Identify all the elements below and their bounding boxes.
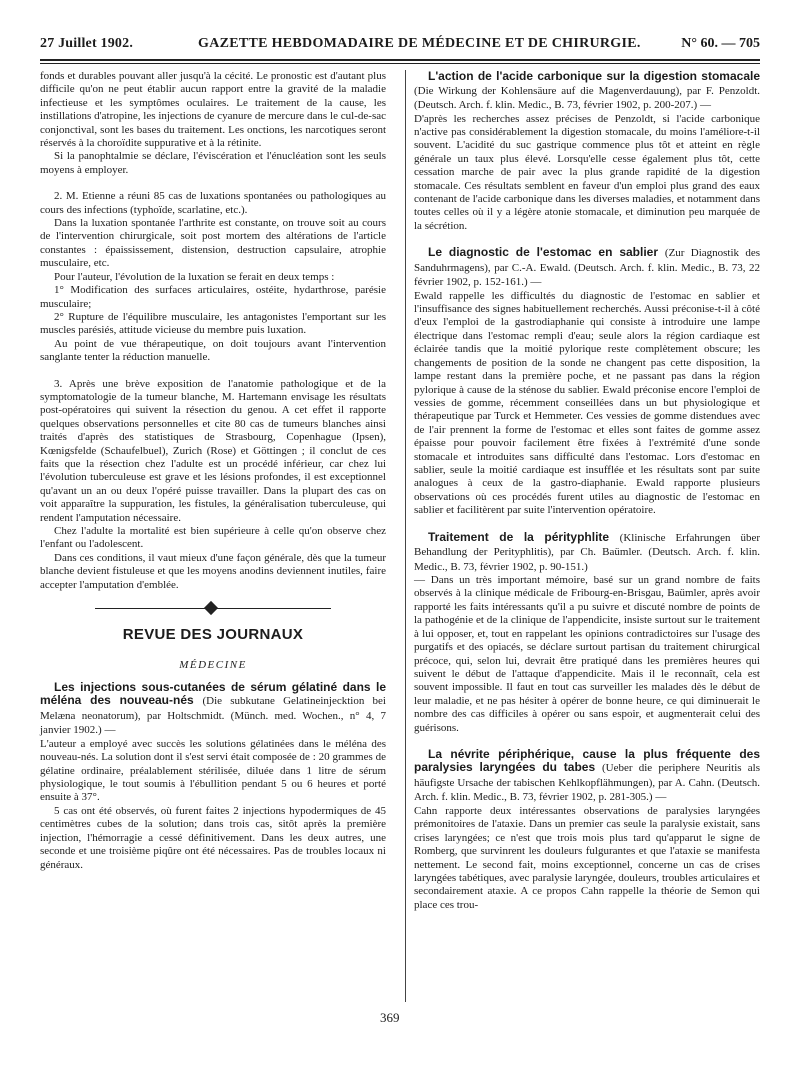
article-reference: (Zur Diagnostik des Sanduhrmagens), par C.-A. Ewald. (Deutsch. Arch. f. klin. Medic., B. 73, 22 février 1902, p. 152-161.) — (414, 247, 760, 289)
header-date: 27 Juillet 1902. (40, 36, 134, 51)
paragraph: Cahn rapporte deux intéressantes observations de paralysies laryngées prémonitoires de l'ataxie. Dans un premier cas seule la paralysie existait, sans crises laryngées; ce n'est que trois mois plus tard qu'apparut le signe de Romberg, que survinrent les douleurs fulgurantes et que l'ataxie se manifesta nettement. Le second fait, moins exceptionnel, concerne un cas de crises laryngées tabétiques, avec paralysie laryngée, douleurs, troubles articulaires et secondairement ataxie. A ce propos Cahn rappelle la théorie de Semon qui place ces trou- (414, 804, 760, 911)
paragraph: Dans ces conditions, il vaut mieux d'une façon générale, dès que la tumeur blanche devient fistuleuse et que les moyens anodins deviennent inutiles, faire accepter l'amputation d'emblée. (40, 551, 386, 591)
article-title: La névrite périphérique, cause la plus fréquente des paralysies laryngées du tabes (414, 746, 760, 775)
running-header (40, 34, 760, 56)
paragraph: — Dans un très important mémoire, basé sur un grand nombre de faits observés à la clinique médicale de Fribourg-en-Brisgau, Baümler, après avoir rapporté les faits intéressants qu'il a pu suivre et discuté nombre de points de la pathogénie et de la clinique de l'appendicite, insiste surtout sur le traitement à lui opposer, et, tout en rappelant les opinions contradictoires sur l'usage des purgatifs et des opiacés, se déclare surtout partisan du traitement chirurgical précoce, qui, selon lui, devrait être pratiqué dans les premières heures qui suivent le début de l'attaque d'appendicite. Mais il le reconnaît, cela est souvent impossible. Il faut en tout cas surveiller les malades dès le début de leur maladie, et ne pas hésiter à opérer de bonne heure, ce qui diminuerait le nombre des cas difficiles à opérer ou sans espoir, et augmenterait celui des guérisons. (414, 574, 760, 734)
paragraph: Dans la luxation spontanée l'arthrite est constante, on trouve soit au cours de l'intervention chirurgicale, soit post mortem des altérations de l'article constantes : épaississement, distension, destruction capsulaire, atrophie musculaire, etc. (40, 217, 386, 270)
article-heading (40, 681, 386, 738)
paragraph: Si la panophtalmie se déclare, l'éviscération et l'énucléation sont les seuls moyens à employer. (40, 150, 386, 176)
subsection-title: MÉDECINE (179, 659, 247, 672)
article-reference: (Klinische Erfahrungen über Behandlung der Perityphlitis), par Ch. Baümler. (Deutsch. Arch. f. klin. Medic., B. 73, février 1902, p. 90-151.) (414, 531, 760, 573)
paragraph: 2. M. Etienne a réuni 85 cas de luxations spontanées ou pathologiques au cours des infections (typhoïde, scarlatine, etc.). (40, 190, 386, 216)
paragraph: 3. Après une brève exposition de l'anatomie pathologique et de la symptomatologie de la tumeur blanche, M. Hartemann envisage les résultats post-opératoires qui suivent la résection du genou. A cet effet il rapporte quelques observations personnelles et cite 80 cas de tumeurs blanches ainsi traités d'après des statistiques de Strasbourg, Copenhague (Ipsen), Kœnigsfelde (Schaufelbuel), Zurich (Rose) et Göttingen ; il conclut de ces faits que la résection chez l'adulte est un procédé inférieur, car chez lui l'évolution tuberculeuse est grave et les lésions profondes, il est exceptionnel qu'avant un an ou deux l'opéré puisse travailler. Dans la plupart des cas on voit apparaître la suppuration, les fistules, la généralisation tuberculeuse, qui rendent l'amputation nécessaire. (40, 377, 386, 524)
paragraph: 1° Modification des surfaces articulaires, ostéite, hydarthrose, parésie musculaire; (40, 284, 386, 310)
paragraph: Ewald rappelle les difficultés du diagnostic de l'estomac en sablier et l'insuffisance des signes habituellement recherchés. Aussi préconise-t-il à côté d'eux l'emploi de la gastrodiaphanie qui consiste à introduire une lampe électrique dans l'estomac rempli d'eau; seule alors la région cardiaque est éclairée tandis que la moitié pylorique reste complètement obscure; les changements de position de la sonde ne changent pas cette disposition, la lampe restant dans la première poche, et ne passant pas dans la région pylorique à cause de la sténose du sablier. Ewald préconise encore l'emploi de vessies de gomme, récemment conseillées dans un but physiologique et thérapeutique par Turck et Hemmeter. Ces vessies de gomme distendues avec de l'air prennent la forme de l'estomac et elles sont faites de gomme assez épaisse pour pouvoir facilement être fixées à l'extrémité d'une sonde stomacale et introduites sans difficulté dans l'estomac. Lors d'estomac en sablier, seule la moitié cardiaque est insufflée et les résultats sont par suite analogues à ceux de la gastro-diaphanie. Ewald rapporte plusieurs observations où ces procédés furent utiles au diagnostic de l'estomac en sablier et facilitèrent par suite l'intervention opératoire. (414, 289, 760, 517)
article-reference: (Die subkutane Gelatineinjecktion bei Melæna neonatorum), par Holtschmidt. (Münch. med. Wochen., n° 4, 7 janvier 1902.) — (40, 695, 386, 737)
header-title: GAZETTE HEBDOMADAIRE DE MÉDECINE ET DE CHIRURGIE. (198, 36, 641, 51)
article-title: Le diagnostic de l'estomac en sablier (428, 245, 659, 260)
article-reference: (Die Wirkung der Kohlensäure auf die Magenverdauung), par F. Penzoldt. (Deutsch. Arch. f. klin. Medic., B. 73, février 1902, p. 200-207.) — (414, 84, 760, 111)
footer-page-number: 369 (380, 1010, 400, 1025)
paragraph: Chez l'adulte la mortalité est bien supérieure à celle qu'on observe chez l'enfant ou l'adolescent. (40, 525, 386, 551)
article-heading (414, 748, 760, 805)
section-ornament (40, 600, 386, 618)
article-title: L'action de l'acide carbonique sur la digestion stomacale (428, 69, 760, 83)
article-title: Les injections sous-cutanées de sérum gélatiné dans le méléna des nouveau-nés (40, 679, 386, 708)
paragraph: fonds et durables pouvant aller jusqu'à la cécité. Le pronostic est d'autant plus difficile qu'on ne peut établir aucun rapport entre la gravité de la maladie infectieuse et les symptômes oculaires. Le traitement de la cause, les instillations d'atropine, les injections de cyanure de mercure dans le cul-de-sac conjonctival, sont les bases du traitement. Les onctions, les narcotiques seront réservés à la choroïdite suppurative et à la rétinite. (40, 70, 386, 150)
left-column (40, 70, 386, 872)
column-divider (405, 70, 406, 1002)
paragraph: 5 cas ont été observés, où furent faites 2 injections hypodermiques de 45 centimètres cubes de la solution; dans trois cas, sitôt après la première injection, l'hémorragie a cessé définitivement. Dans les deux autres, une seconde et une troisième piqûre ont été nécessaires. Pas de troubles locaux ni généraux. (40, 804, 386, 871)
article-heading (414, 531, 760, 575)
diamond-icon (204, 601, 218, 615)
header-rule (40, 59, 760, 61)
paragraph: 2° Rupture de l'équilibre musculaire, les antagonistes l'emportant sur les muscles parésiés, attitude vicieuse du membre puis luxation. (40, 310, 386, 337)
article-heading (414, 246, 760, 290)
paragraph: Au point de vue thérapeutique, on doit toujours avant l'intervention sanglante tenter la réduction manuelle. (40, 337, 386, 364)
right-column (414, 70, 760, 912)
paragraph: L'auteur a employé avec succès les solutions gélatinées dans le méléna des nouveau-nés. La solution dont il s'est servi était composée de : 20 grammes de gélatine ordinaire, préalablement stérilisée, diluée dans 1 litre de sérum physiologique, le tout soumis à l'ébullition pendant 5 ou 6 heures et porté ensuite à 37°. (40, 737, 386, 804)
paragraph: Pour l'auteur, l'évolution de la luxation se ferait en deux temps : (54, 270, 335, 283)
article-heading (414, 70, 760, 113)
section-title: REVUE DES JOURNAUX (122, 626, 304, 644)
header-rule-thin (40, 63, 760, 64)
article-title: Traitement de la pérityphlite (428, 529, 610, 544)
header-page-number: N° 60. — 705 (681, 36, 760, 51)
article-reference: (Ueber die periphere Neuritis als häufigste Ursache der tabischen Kehlkopflähmungen), par A. Cahn. (Deutsch. Arch. f. klin. Medic., B. 73, février 1902, p. 281-305.) — (414, 762, 760, 804)
paragraph: D'après les recherches assez précises de Penzoldt, si l'acide carbonique n'active pas considérablement la digestion stomacale, du moins l'améliore-t-il souvent. L'acidité du suc gastrique commence plus tôt et atteint en règle générale un taux plus élevé. Lorsqu'elle cesse également plus tôt, cette cessation marche de pair avec la plus grande rapidité de la digestion stomacale. Ces résultats semblent en faveur d'un emploi plus grand des eaux contenant de l'acide carbonique dans les diverses maladies, et notamment dans toutes celles où il y a légère atonie stomacale, et diminution peu marquée de la sécrétion. (414, 112, 760, 232)
